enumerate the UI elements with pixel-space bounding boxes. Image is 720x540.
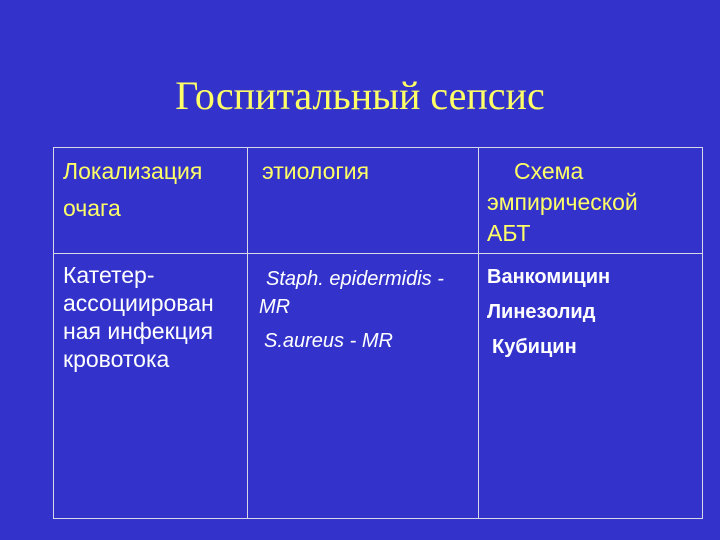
header-line: очага [63, 195, 121, 221]
header-cell-localization [63, 155, 202, 225]
header-line: Локализация [63, 158, 203, 184]
column-divider [247, 148, 248, 518]
header-cell-empirical-scheme [487, 156, 638, 249]
content-table [53, 147, 703, 519]
slide-title: Госпитальный сепсис [175, 73, 545, 118]
column-divider [478, 148, 479, 518]
cell-line: S.aureus - MR [264, 330, 393, 352]
header-cell-etiology [262, 155, 369, 188]
row-cell-empirical-scheme [487, 260, 610, 365]
cell-line: Катетер- [63, 262, 155, 288]
cell-line: ассоциирован [63, 290, 214, 316]
header-line: эмпирической [487, 189, 638, 215]
cell-line: Staph. epidermidis - [266, 268, 444, 290]
row-cell-etiology [259, 265, 444, 355]
cell-line: ная инфекция [63, 318, 214, 344]
cell-line: Кубицин [492, 336, 577, 358]
header-line: этиология [262, 158, 370, 184]
cell-line: Ванкомицин [487, 266, 611, 288]
row-divider [54, 253, 702, 254]
cell-line: Линезолид [487, 301, 596, 323]
cell-line: MR [259, 296, 291, 318]
header-line: АБТ [487, 220, 531, 246]
cell-line: кровотока [63, 346, 170, 372]
header-line: Схема [514, 158, 584, 184]
row-cell-localization [63, 261, 214, 373]
